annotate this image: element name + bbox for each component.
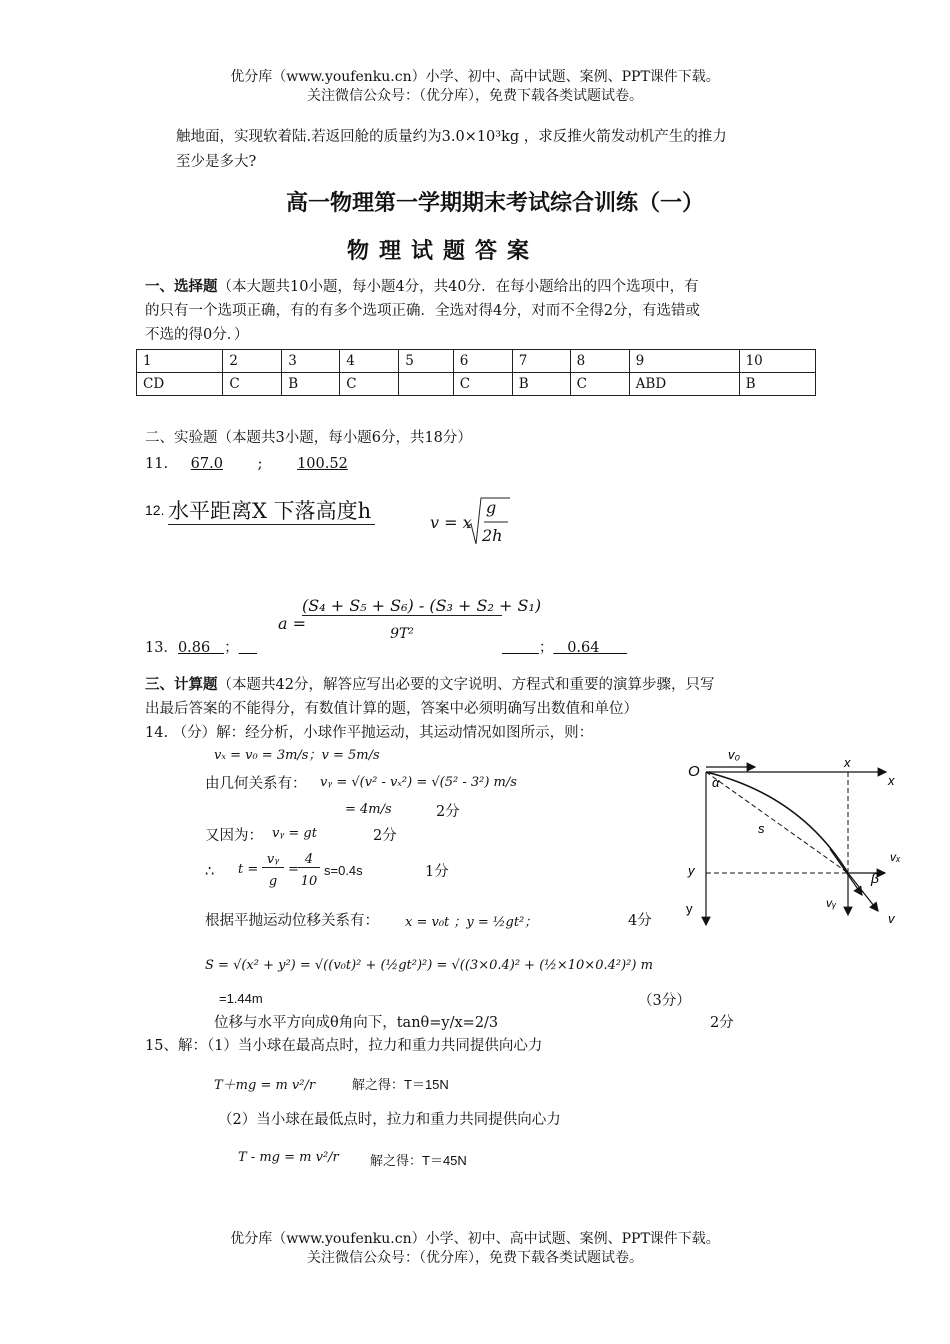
q14-line-4-math: vᵧ = gt bbox=[272, 826, 317, 841]
carryover-line-2: 至少是多大? bbox=[176, 154, 257, 170]
section3-heading: 三、计算题 bbox=[145, 676, 218, 693]
q14-frac2-num: 4 bbox=[298, 852, 320, 868]
q14-line-3-score: 2分 bbox=[436, 804, 460, 820]
table-cell: 6 bbox=[453, 350, 512, 373]
label-v: v bbox=[888, 911, 895, 926]
label-v0: v₀ bbox=[728, 747, 740, 762]
q14-line-5-score: 1分 bbox=[425, 864, 449, 880]
q14-frac1-num: vᵧ bbox=[262, 852, 284, 868]
table-cell: 7 bbox=[512, 350, 570, 373]
q13-answer-a: 0.86 bbox=[177, 640, 211, 656]
table-cell: C bbox=[453, 373, 512, 396]
section1-line-3: 不选的得0分．） bbox=[145, 327, 249, 343]
q12-label: 12. bbox=[145, 502, 165, 518]
label-vx: vₓ bbox=[890, 850, 901, 864]
table-cell: 3 bbox=[282, 350, 340, 373]
q14-line-1: vₓ = v₀ = 3m/s；v = 5m/s bbox=[214, 748, 380, 763]
section2-heading: 二、实验题（本题共3小题，每小题6分，共18分） bbox=[145, 430, 472, 446]
label-x-axis: x bbox=[888, 773, 895, 788]
projectile-diagram bbox=[680, 745, 910, 935]
section1-heading: 一、选择题 bbox=[145, 278, 218, 295]
q14-line-9-score: 2分 bbox=[710, 1015, 734, 1031]
answer-table-answers-row bbox=[137, 373, 816, 396]
table-cell: 1 bbox=[137, 350, 223, 373]
footer-line-1: 优分库（www.youfenku.cn）小学、初中、高中试题、案例、PPT课件下载。 bbox=[230, 1231, 720, 1247]
section1-line-2: 的只有一个选项正确，有的有多个选项正确．全选对得4分，对而不全得2分，有选错或 bbox=[145, 303, 700, 319]
q14-line-9: 位移与水平方向成θ角向下，tanθ=y/x=2/3 bbox=[214, 1015, 499, 1031]
q13-line-b bbox=[502, 636, 627, 660]
section1-line-1 bbox=[145, 275, 699, 299]
table-cell bbox=[399, 373, 454, 396]
table-cell: 2 bbox=[223, 350, 282, 373]
q12-answer: 水平距离X 下落高度h bbox=[168, 498, 375, 525]
table-cell: B bbox=[739, 373, 815, 396]
q14-line-2-math: vᵧ = √(v² - vₓ²) = √(5² - 3²) m/s bbox=[320, 775, 517, 790]
q14-line-6-math: x = v₀t ；y = ½gt²； bbox=[405, 915, 538, 930]
label-s: s bbox=[758, 821, 765, 836]
q13-numerator: (S₄ + S₅ + S₆) - (S₃ + S₂ + S₁) bbox=[302, 596, 542, 615]
table-cell: C bbox=[223, 373, 282, 396]
q14-line-5-tail: s=0.4s bbox=[324, 863, 363, 878]
label-beta: β bbox=[871, 870, 879, 886]
header-line-1: 优分库（www.youfenku.cn）小学、初中、高中试题、案例、PPT课件下载。 bbox=[230, 69, 720, 85]
q11-separator: ; bbox=[257, 456, 263, 472]
q14-therefore: ∴ bbox=[205, 864, 215, 880]
q13-separator-1: ； bbox=[224, 640, 239, 656]
label-alpha: α bbox=[712, 775, 720, 790]
q14-line-4-prefix: 又因为： bbox=[205, 828, 263, 844]
q14-line-8: =1.44m bbox=[219, 991, 263, 1006]
table-cell: C bbox=[570, 373, 629, 396]
table-cell: B bbox=[512, 373, 570, 396]
q13-answer-b: 0.64 bbox=[567, 640, 600, 656]
table-cell: CD bbox=[137, 373, 223, 396]
q14-frac1-den: g bbox=[268, 874, 278, 889]
q12-denominator: 2h bbox=[482, 526, 503, 545]
q15-formula-1: T＋mg = m v²/r bbox=[214, 1078, 316, 1093]
q14-line-3: = 4m/s bbox=[345, 802, 392, 817]
section1-intro: （本大题共10小题，每小题4分，共40分．在每小题给出的四个选项中，有 bbox=[217, 279, 699, 295]
table-cell: B bbox=[282, 373, 340, 396]
page-subtitle: 物理试题答案 bbox=[346, 238, 539, 264]
q15-formula-2: T - mg = m v²/r bbox=[238, 1150, 339, 1165]
q14-line-5-t: t = bbox=[238, 862, 259, 877]
q13-denominator: 9T² bbox=[390, 626, 414, 642]
q11-answer-a: 67.0 bbox=[190, 456, 223, 472]
header-line-2: 关注微信公众号：（优分库），免费下载各类试题试卷。 bbox=[307, 88, 643, 104]
q11-line bbox=[145, 452, 348, 476]
footer-line-2: 关注微信公众号：（优分库），免费下载各类试题试卷。 bbox=[307, 1250, 643, 1266]
q12-formula-lhs: v = x bbox=[430, 513, 472, 532]
q13-line bbox=[145, 636, 257, 660]
answer-table bbox=[136, 349, 816, 396]
label-vy: vᵧ bbox=[826, 896, 837, 910]
label-y-mid: y bbox=[688, 863, 695, 878]
q14-line-7-math: S = √(x² + y²) = √((v₀t)² + (½gt²)²) = √((3×0.4)² + (½×10×0.4²)²) m bbox=[205, 958, 653, 973]
carryover-line-1: 触地面，实现软着陆.若返回舱的质量约为3.0×10³kg ，求反推火箭发动机产生的推力 bbox=[176, 129, 727, 145]
q11-label: 11. bbox=[145, 456, 169, 472]
q14-frac2-den: 10 bbox=[300, 874, 318, 889]
q15-result-2: 解之得：T＝45N bbox=[370, 1153, 467, 1168]
table-cell: 5 bbox=[399, 350, 454, 373]
table-cell: C bbox=[340, 373, 399, 396]
page-title: 高一物理第一学期期末考试综合训练（一） bbox=[285, 190, 704, 216]
q14-line-4-score: 2分 bbox=[373, 828, 397, 844]
q14-frac-equals: = bbox=[288, 862, 299, 877]
table-cell: ABD bbox=[629, 373, 739, 396]
table-cell: 9 bbox=[629, 350, 739, 373]
table-cell: 8 bbox=[570, 350, 629, 373]
q14-label: 14. （分）解：经分析，小球作平抛运动，其运动情况如图所示，则： bbox=[145, 725, 594, 741]
section3-line-2: 出最后答案的不能得分，有数值计算的题，答案中必须明确写出数值和单位） bbox=[145, 701, 638, 717]
q11-answer-b: 100.52 bbox=[297, 456, 348, 472]
q13-separator-2: ； bbox=[538, 640, 554, 656]
table-cell: 10 bbox=[739, 350, 815, 373]
q15-label-2: （2）当小球在最低点时，拉力和重力共同提供向心力 bbox=[218, 1112, 561, 1128]
q13-formula-lhs: a = bbox=[278, 614, 307, 633]
label-O: O bbox=[688, 763, 700, 780]
section3-line-1 bbox=[145, 673, 714, 697]
table-cell: 4 bbox=[340, 350, 399, 373]
displacement-line bbox=[706, 772, 848, 873]
q14-line-8-score: （3分） bbox=[638, 993, 691, 1009]
q14-line-6-score: 4分 bbox=[628, 913, 652, 929]
q14-line-2-prefix: 由几何关系有： bbox=[205, 776, 307, 792]
label-y-axis: y bbox=[686, 901, 693, 916]
q14-line-6-prefix: 根据平抛运动位移关系有： bbox=[205, 913, 379, 929]
q12-numerator: g bbox=[486, 498, 497, 517]
tangent-arrow bbox=[830, 849, 862, 895]
q15-label: 15、解：（1）当小球在最高点时，拉力和重力共同提供向心力 bbox=[145, 1038, 543, 1054]
q13-label: 13． bbox=[145, 640, 178, 656]
q15-result-1: 解之得：T＝15N bbox=[352, 1077, 449, 1092]
label-x-top: x bbox=[844, 755, 851, 770]
answer-table-numbers-row bbox=[137, 350, 816, 373]
section3-intro: （本题共42分，解答应写出必要的文字说明、方程式和重要的演算步骤，只写 bbox=[217, 677, 715, 693]
